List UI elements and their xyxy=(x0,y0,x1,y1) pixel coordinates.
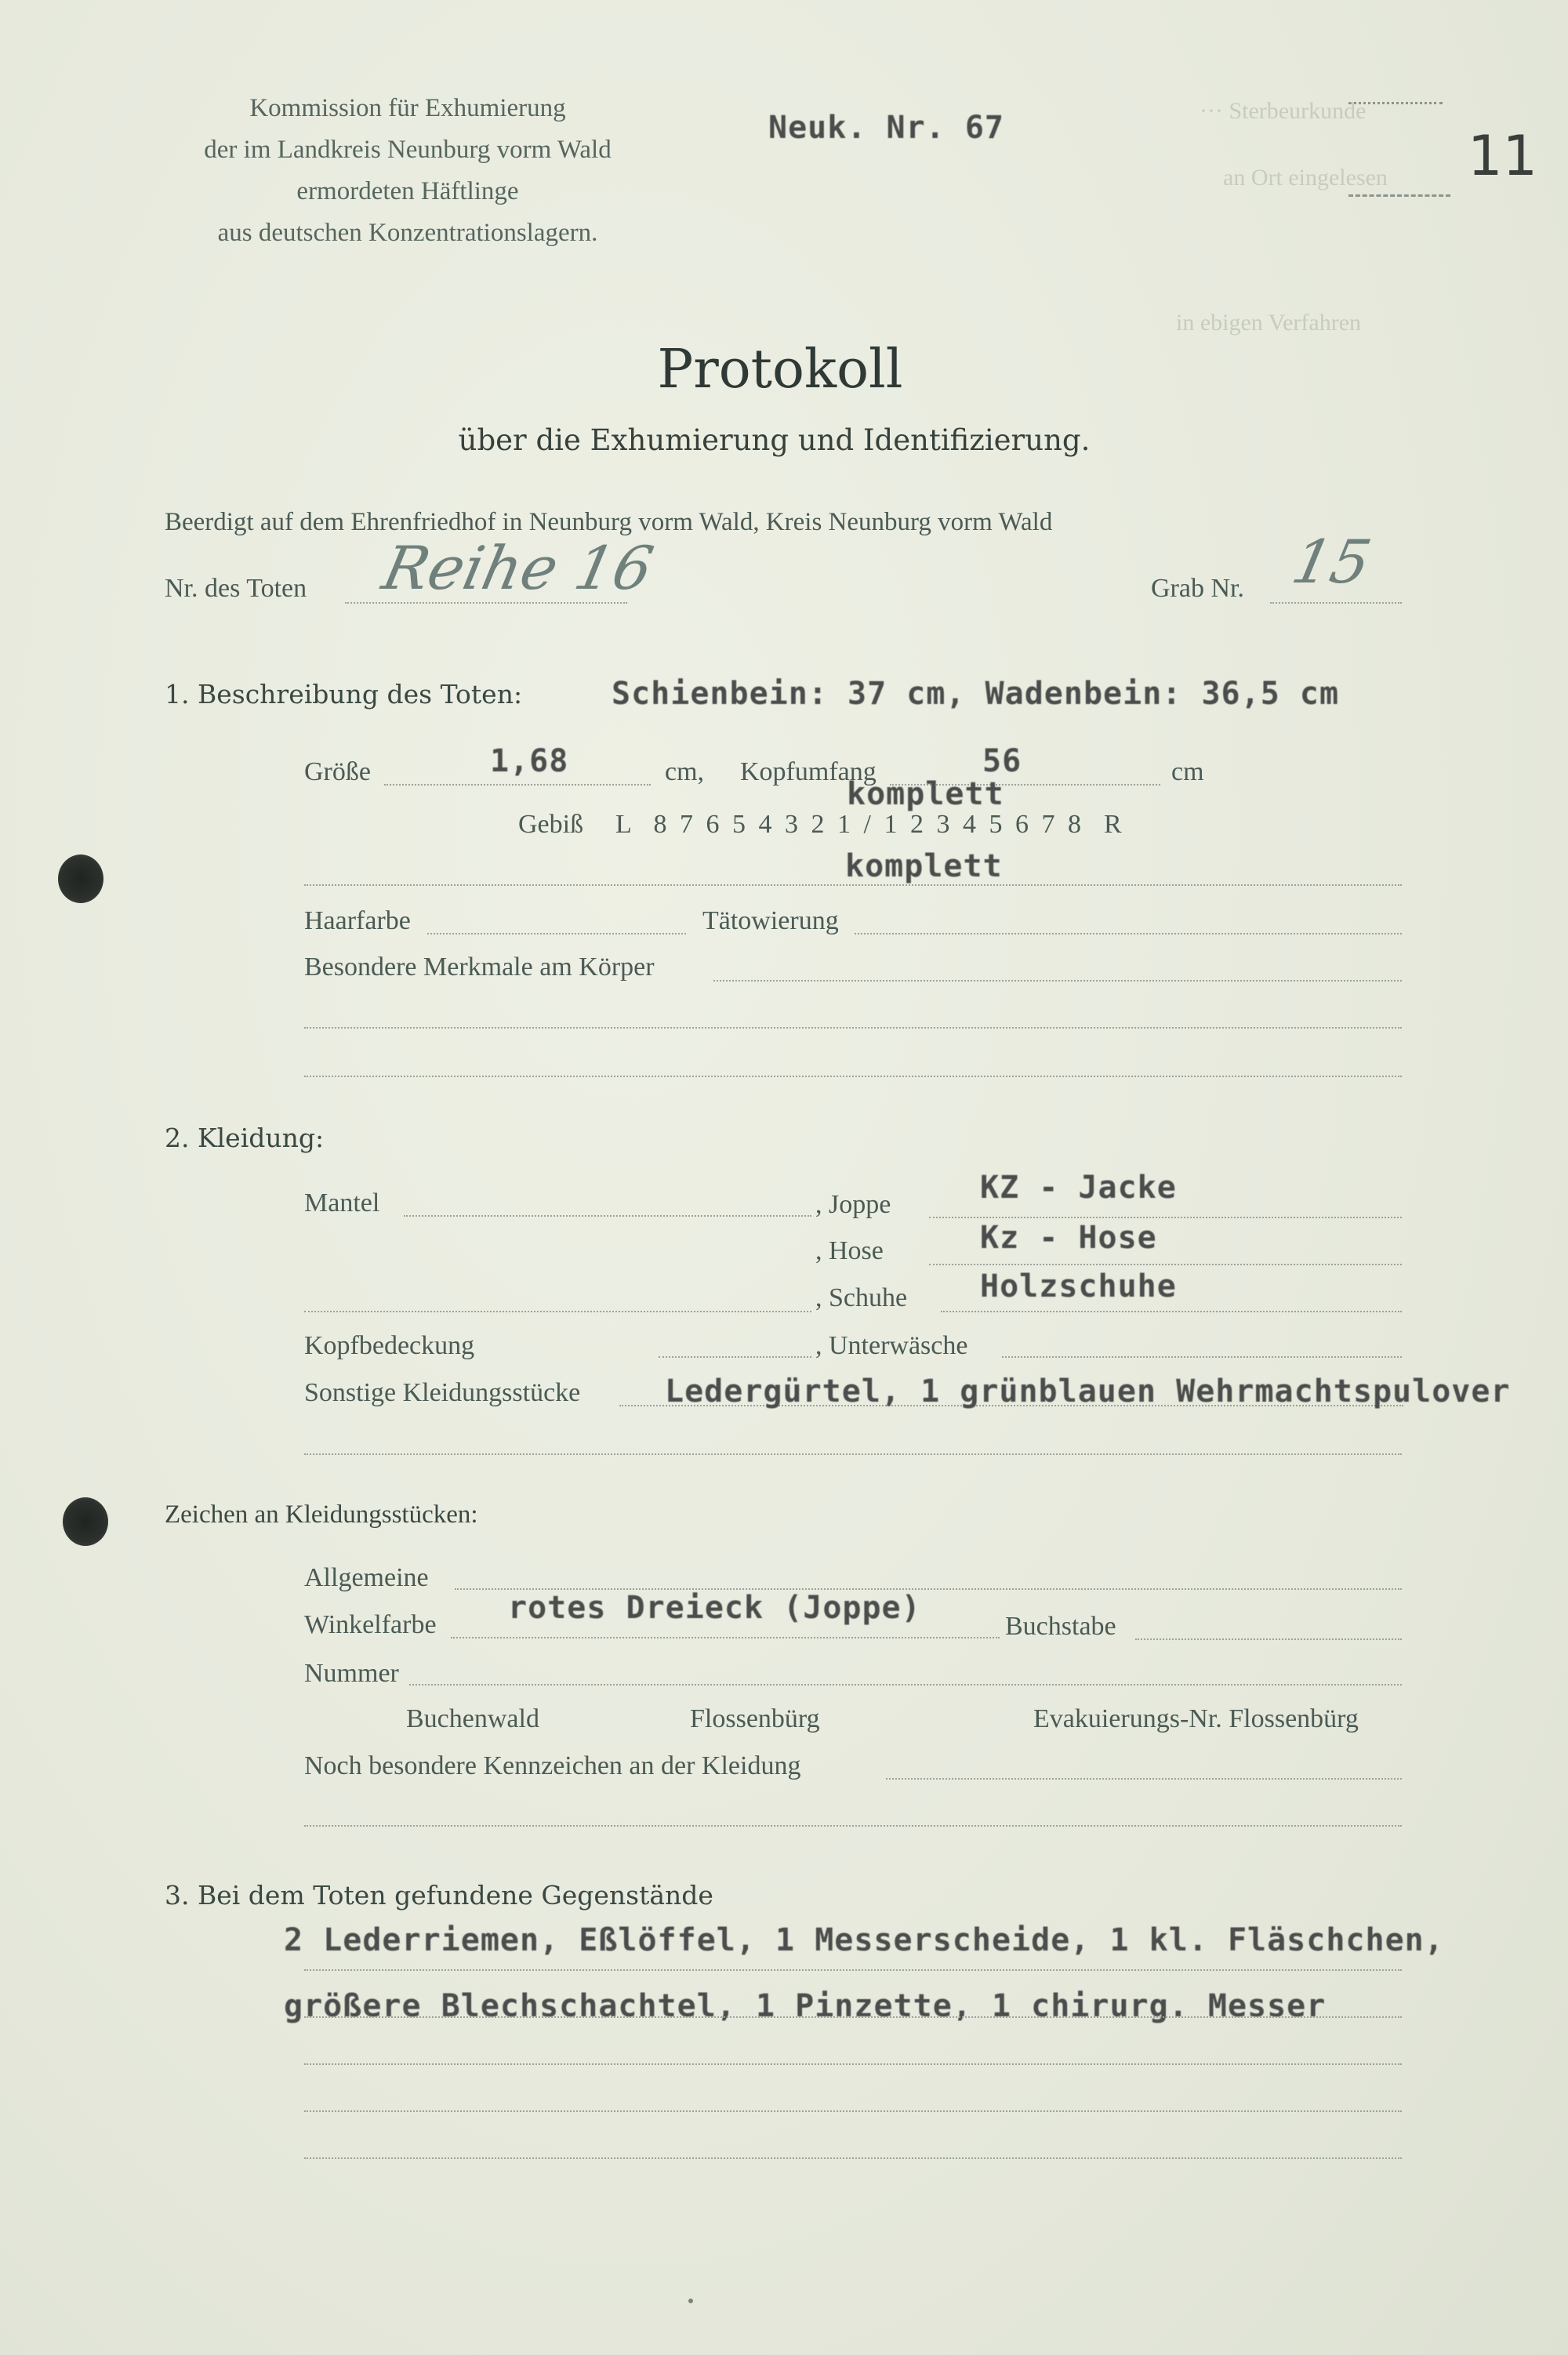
jacket-value: KZ - Jacke xyxy=(980,1170,1177,1206)
found-items-rule-2 xyxy=(304,2016,1402,2018)
special-marks-line xyxy=(886,1778,1402,1780)
teeth-scheme: L 8 7 6 5 4 3 2 1 / 1 2 3 4 5 6 7 8 R xyxy=(615,810,1125,839)
special-marks-line-2 xyxy=(304,1825,1402,1827)
tattoo-line xyxy=(855,933,1402,934)
grave-line xyxy=(1270,602,1402,604)
number-label: Nummer xyxy=(304,1659,399,1688)
headwear-label: Kopfbedeckung xyxy=(304,1331,475,1360)
marks-label: Besondere Merkmale am Körper xyxy=(304,953,655,982)
marks-heading: Zeichen an Kleidungsstücken: xyxy=(165,1500,478,1529)
dead-number-value: Reihe 16 xyxy=(376,533,659,603)
punch-hole-top xyxy=(58,855,103,903)
camp-buchenwald: Buchenwald xyxy=(406,1704,539,1733)
head-value: 56 xyxy=(982,743,1022,779)
bone-measures: Schienbein: 37 cm, Wadenbein: 36,5 cm xyxy=(612,676,1340,712)
shoes-label: , Schuhe xyxy=(815,1283,908,1312)
section1-heading: 1. Beschreibung des Toten: xyxy=(165,679,523,709)
show-through-text: in ebigen Verfahren xyxy=(1176,310,1362,336)
commission-line-1: Kommission für Exhumierung xyxy=(249,94,566,122)
special-marks-label: Noch besondere Kennzeichen an der Kleidung xyxy=(304,1751,801,1780)
marks-line-3 xyxy=(304,1076,1402,1077)
corner-dashes-bottom xyxy=(1348,194,1450,197)
burial-line: Beerdigt auf dem Ehrenfriedhof in Neunburg vorm Wald, Kreis Neunburg vorm Wald xyxy=(165,508,1053,536)
clothing-extra-line xyxy=(304,1453,1402,1455)
other-clothing-label: Sonstige Kleidungsstücke xyxy=(304,1378,581,1407)
found-items-rule-1 xyxy=(304,1969,1402,1971)
shoes-left-line xyxy=(304,1311,811,1312)
headwear-line xyxy=(659,1356,811,1358)
trousers-line xyxy=(929,1264,1402,1265)
trousers-value: Kz - Hose xyxy=(980,1220,1157,1256)
dead-number-label: Nr. des Toten xyxy=(165,574,307,603)
head-unit: cm xyxy=(1171,757,1204,786)
letter-label: Buchstabe xyxy=(1005,1612,1116,1641)
letter-line xyxy=(1135,1638,1402,1640)
teeth-line xyxy=(304,884,1402,886)
show-through-text: an Ort eingelesen xyxy=(1223,165,1388,191)
found-items-line-1: 2 Lederriemen, Eßlöffel, 1 Messerscheide, 1 kl. Fläschchen, xyxy=(284,1922,1444,1958)
number-line xyxy=(409,1684,1402,1686)
grave-label: Grab Nr. xyxy=(1151,574,1244,603)
teeth-label: Gebiß xyxy=(518,810,584,839)
commission-line-2: der im Landkreis Neunburg vorm Wald xyxy=(204,136,612,164)
found-items-line-2: größere Blechschachtel, 1 Pinzette, 1 chirurg. Messer xyxy=(284,1988,1327,2024)
section2-heading: 2. Kleidung: xyxy=(165,1123,325,1153)
height-value: 1,68 xyxy=(490,743,569,779)
height-unit: cm, xyxy=(665,757,705,786)
hair-label: Haarfarbe xyxy=(304,906,411,935)
trousers-label: , Hose xyxy=(815,1236,884,1265)
reference-number: Neuk. Nr. 67 xyxy=(768,110,1004,146)
camp-flossenbuerg: Flossenbürg xyxy=(690,1704,820,1733)
height-label: Größe xyxy=(304,757,371,786)
other-clothing-value: Ledergürtel, 1 grünblauen Wehrmachtspulover xyxy=(665,1373,1511,1410)
angle-color-label: Winkelfarbe xyxy=(304,1610,437,1639)
page-title: Protokoll xyxy=(657,339,903,401)
marks-line-2 xyxy=(304,1027,1402,1029)
marks-line xyxy=(713,980,1402,982)
grave-value: 15 xyxy=(1286,527,1377,597)
teeth-lower-note: komplett xyxy=(845,848,1003,884)
shoes-value: Holzschuhe xyxy=(980,1268,1177,1305)
show-through-text: ··· Sterbeurkunde xyxy=(1200,98,1367,124)
angle-color-line xyxy=(451,1637,1000,1638)
underwear-label: , Unterwäsche xyxy=(815,1331,968,1360)
found-items-rule-4 xyxy=(304,2110,1402,2112)
page-number: 11 xyxy=(1468,124,1538,188)
head-label: Kopfumfang xyxy=(740,757,877,786)
section3-heading: 3. Bei dem Toten gefundene Gegenstände xyxy=(165,1880,713,1910)
jacket-line xyxy=(929,1217,1402,1218)
jacket-label: , Joppe xyxy=(815,1190,891,1219)
found-items-rule-3 xyxy=(304,2063,1402,2065)
commission-block xyxy=(149,88,666,254)
commission-line-4: aus deutschen Konzentrationslagern. xyxy=(217,219,598,247)
commission-line-3: ermordeten Häftlinge xyxy=(296,177,519,205)
found-items-rule-5 xyxy=(304,2157,1402,2159)
paper-speck xyxy=(688,2299,693,2303)
coat-label: Mantel xyxy=(304,1188,380,1217)
teeth-upper-note: komplett xyxy=(847,776,1004,812)
punch-hole-bottom xyxy=(63,1497,108,1546)
coat-line xyxy=(404,1215,811,1217)
height-line xyxy=(384,784,651,786)
shoes-line xyxy=(941,1311,1402,1312)
underwear-line xyxy=(1002,1356,1402,1358)
general-label: Allgemeine xyxy=(304,1563,429,1592)
hair-line xyxy=(427,933,686,934)
angle-color-value: rotes Dreieck (Joppe) xyxy=(508,1590,921,1626)
tattoo-label: Tätowierung xyxy=(702,906,839,935)
page-subtitle: über die Exhumierung und Identifizierung. xyxy=(458,423,1091,457)
evacuation-label: Evakuierungs-Nr. Flossenbürg xyxy=(1033,1704,1359,1733)
